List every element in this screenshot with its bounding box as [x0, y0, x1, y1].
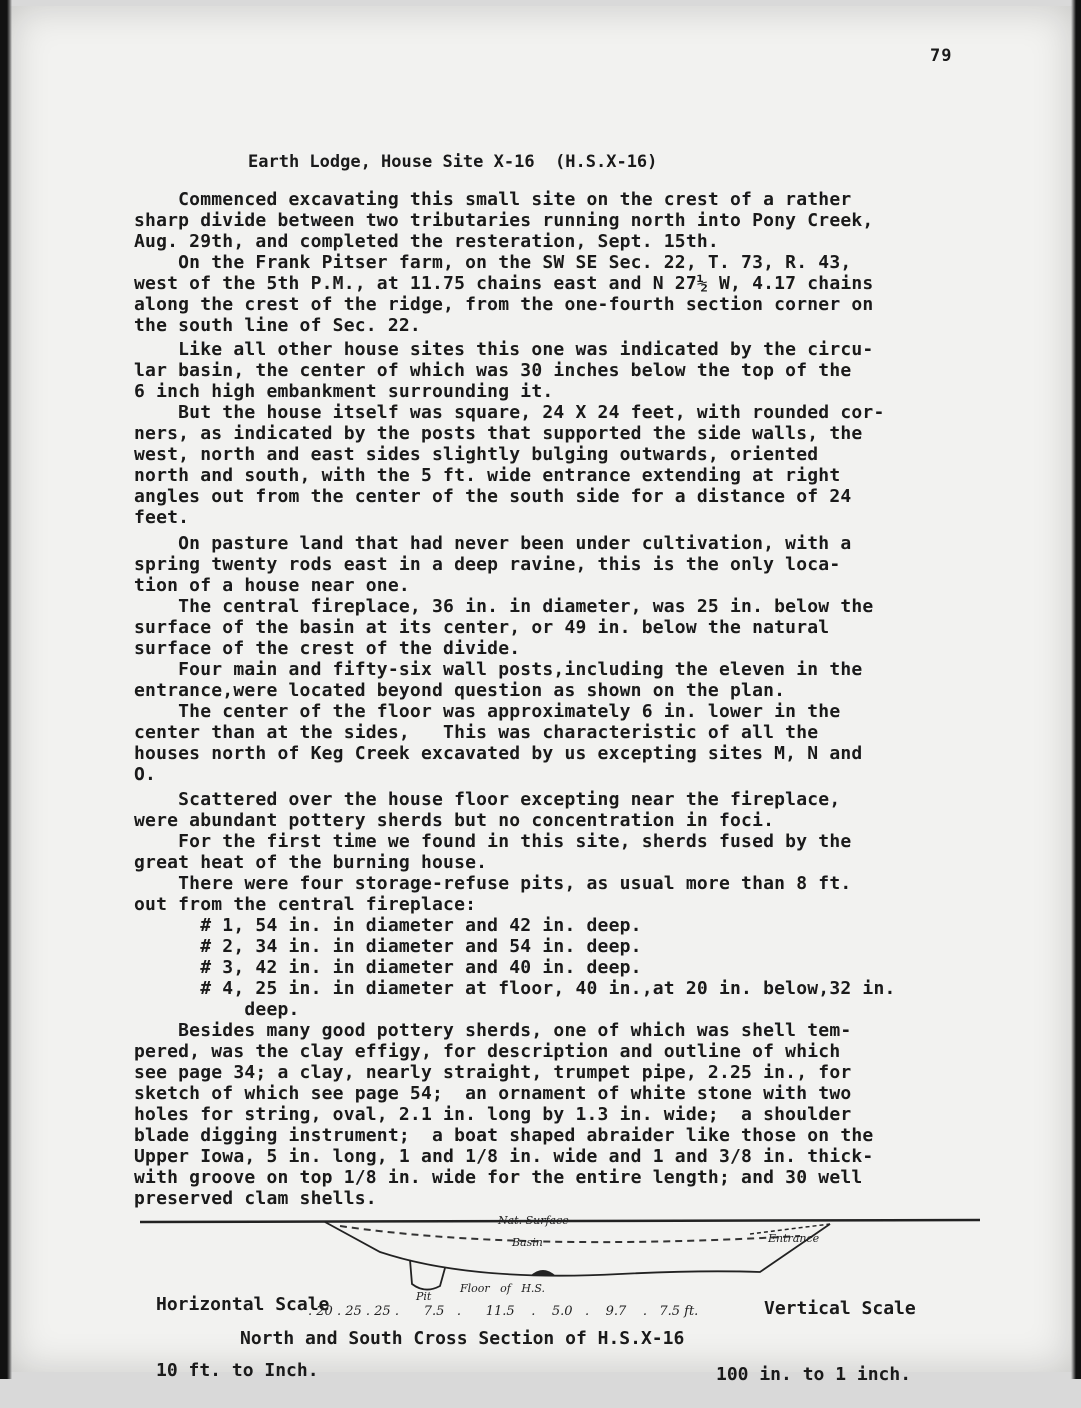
- text-line: sketch of which see page 54; an ornament of white stone with two: [134, 1083, 852, 1104]
- fireplace-mark: [530, 1270, 556, 1276]
- text-line: sharp divide between two tributaries running north into Pony Creek,: [134, 210, 874, 231]
- pit-item: # 1, 54 in. in diameter and 42 in. deep.: [134, 915, 642, 936]
- text-line: see page 34; a clay, nearly straight, trumpet pipe, 2.25 in., for: [134, 1062, 852, 1083]
- text-line: lar basin, the center of which was 30 inches below the top of the: [134, 360, 852, 381]
- text-line: houses north of Keg Creek excavated by us excepting sites M, N and: [134, 743, 863, 764]
- text-line: west of the 5th P.M., at 11.75 chains east and N 27½ W, 4.17 chains: [134, 273, 874, 294]
- horizontal-scale-value: 10 ft. to Inch.: [156, 1360, 319, 1381]
- diagram-caption: North and South Cross Section of H.S.X-16: [240, 1328, 685, 1349]
- text-line: The center of the floor was approximately 6 in. lower in the: [134, 701, 841, 722]
- text-line: ners, as indicated by the posts that supported the side walls, the: [134, 423, 863, 444]
- label-nat-surface: Nat. Surface: [498, 1214, 569, 1227]
- text-line: blade digging instrument; a boat shaped abraider like those on the: [134, 1125, 874, 1146]
- text-line: the south line of Sec. 22.: [134, 315, 421, 336]
- text-line: The central fireplace, 36 in. in diameter, was 25 in. below the: [134, 596, 874, 617]
- pit-item: # 2, 34 in. in diameter and 54 in. deep.: [134, 936, 642, 957]
- text-line: center than at the sides, This was characteristic of all the: [134, 722, 819, 743]
- text-line: preserved clam shells.: [134, 1188, 377, 1209]
- text-line: surface of the basin at its center, or 49 in. below the natural: [134, 617, 830, 638]
- page-title: Earth Lodge, House Site X-16 (H.S.X-16): [248, 152, 658, 172]
- vertical-scale-title: Vertical Scale: [764, 1298, 916, 1319]
- horizontal-scale: [156, 1250, 329, 1404]
- text-line: O.: [134, 764, 157, 785]
- text-line: On pasture land that had never been under cultivation, with a: [134, 533, 852, 554]
- text-line: angles out from the center of the south side for a distance of 24: [134, 486, 852, 507]
- text-line: For the first time we found in this site, sherds fused by the: [134, 831, 852, 852]
- label-pit: Pit: [416, 1290, 432, 1303]
- text-line: were abundant pottery sherds but no concentration in foci.: [134, 810, 775, 831]
- text-line: west, north and east sides slightly bulging outwards, oriented: [134, 444, 819, 465]
- distance-labels: . 20 . 25 . 25 . 7.5 . 11.5 . 5.0 . 9.7 . 7.5 ft.: [308, 1304, 699, 1319]
- text-line: Aug. 29th, and completed the resteration, Sept. 15th.: [134, 231, 719, 252]
- label-floor: Floor of H.S.: [460, 1282, 546, 1295]
- label-entrance: Entrance: [768, 1232, 820, 1245]
- text-line: out from the central fireplace:: [134, 894, 477, 915]
- text-line: tion of a house near one.: [134, 575, 410, 596]
- text-line: Commenced excavating this small site on the crest of a rather: [134, 189, 852, 210]
- basin-line: [340, 1226, 800, 1242]
- text-line: Upper Iowa, 5 in. long, 1 and 1/8 in. wide and 1 and 3/8 in. thick-: [134, 1146, 874, 1167]
- text-line: with groove on top 1/8 in. wide for the entire length; and 30 well: [134, 1167, 863, 1188]
- text-line: There were four storage-refuse pits, as usual more than 8 ft.: [134, 873, 852, 894]
- text-line: But the house itself was square, 24 X 24 feet, with rounded cor-: [134, 402, 885, 423]
- text-line: pered, was the clay effigy, for description and outline of which: [134, 1041, 841, 1062]
- horizontal-scale-title: Horizontal Scale: [156, 1294, 330, 1315]
- text-line: Like all other house sites this one was indicated by the circu-: [134, 339, 874, 360]
- pit-item: deep.: [134, 999, 300, 1020]
- text-line: north and south, with the 5 ft. wide entrance extending at right: [134, 465, 841, 486]
- pit-item: # 4, 25 in. in diameter at floor, 40 in.,at 20 in. below,32 in.: [134, 978, 896, 999]
- text-line: surface of the crest of the divide.: [134, 638, 521, 659]
- text-line: entrance,were located beyond question as shown on the plan.: [134, 680, 786, 701]
- text-line: Besides many good pottery sherds, one of which was shell tem-: [134, 1020, 852, 1041]
- text-line: along the crest of the ridge, from the one-fourth section corner on: [134, 294, 874, 315]
- text-line: holes for string, oval, 2.1 in. long by 1.3 in. wide; a shoulder: [134, 1104, 852, 1125]
- text-line: feet.: [134, 507, 190, 528]
- text-line: spring twenty rods east in a deep ravine, this is the only loca-: [134, 554, 841, 575]
- label-basin: Basin: [512, 1236, 543, 1249]
- text-line: 6 inch high embankment surrounding it.: [134, 381, 554, 402]
- text-line: Scattered over the house floor excepting near the fireplace,: [134, 789, 841, 810]
- vertical-scale-value: 100 in. to 1 inch.: [716, 1364, 912, 1385]
- pit-item: # 3, 42 in. in diameter and 40 in. deep.: [134, 957, 642, 978]
- text-line: On the Frank Pitser farm, on the SW SE Sec. 22, T. 73, R. 43,: [134, 252, 852, 273]
- text-line: Four main and fifty-six wall posts,including the eleven in the: [134, 659, 863, 680]
- vertical-scale: [716, 1254, 916, 1408]
- page-number: 79: [930, 46, 953, 66]
- text-line: great heat of the burning house.: [134, 852, 488, 873]
